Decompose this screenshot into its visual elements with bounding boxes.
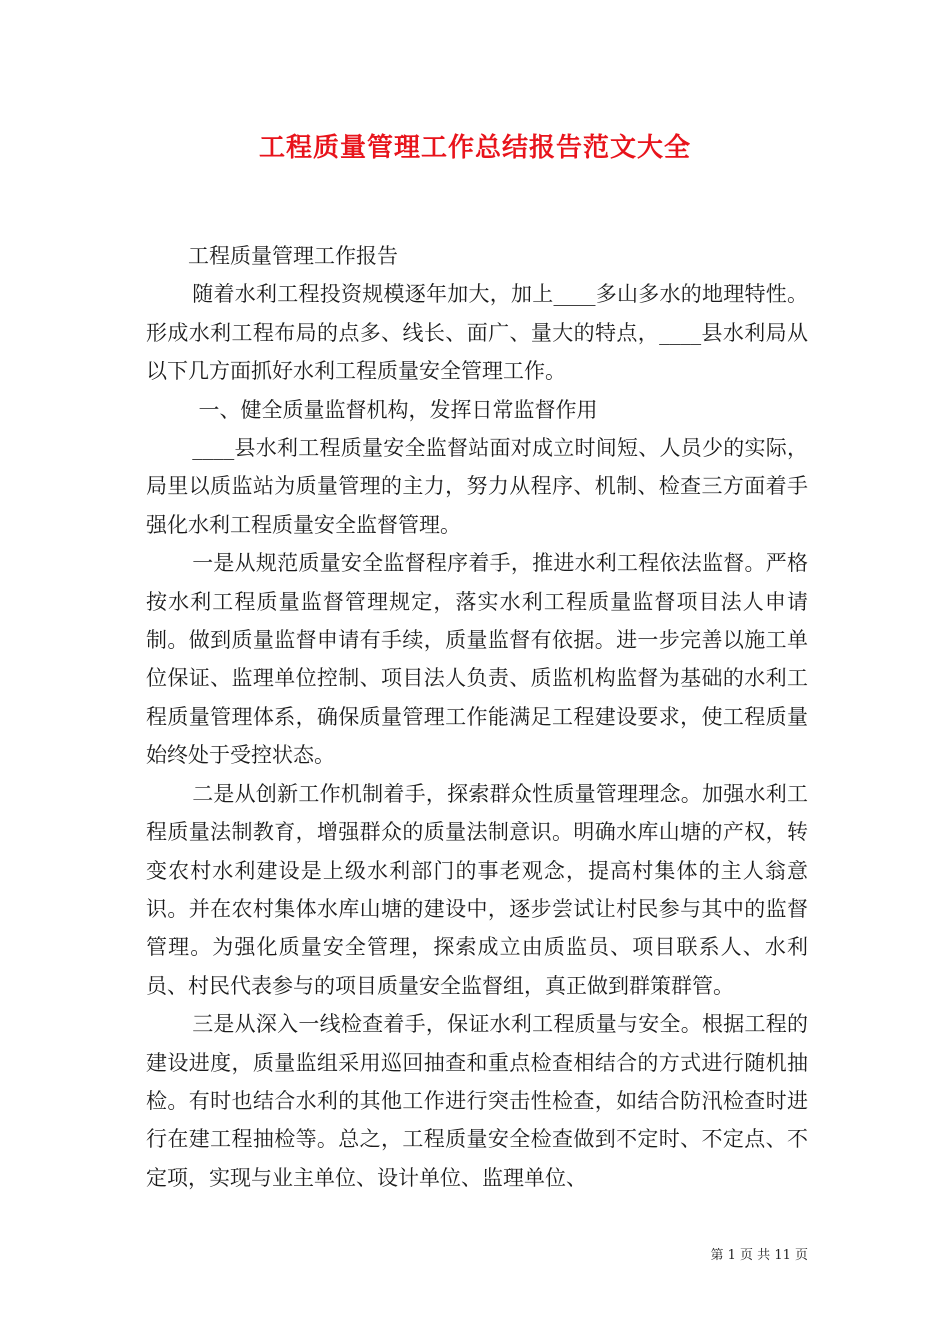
report-subtitle: 工程质量管理工作报告 — [188, 244, 398, 268]
paragraph-point-three: 三是从深入一线检查着手，保证水利工程质量与安全。根据工程的建设进度，质量监组采用巡回抽查和重点检查相结合的方式进行随机抽检。有时也结合水利的其他工作进行突击性检查，如结合防汛检查时进行在建工程抽检等。总之，工程质量安全检查做到不定时、不定点、不定项，实现与业主单位、设计单位、监理单位、 — [146, 1012, 808, 1190]
page-number: 第 1 页 共 11 页 — [710, 1248, 808, 1263]
document-title: 工程质量管理工作总结报告范文大全 — [258, 133, 691, 163]
paragraph-point-two: 二是从创新工作机制着手，探索群众性质量管理理念。加强水利工程质量法制教育，增强群众的质量法制意识。明确水库山塘的产权，转变农村水利建设是上级水利部门的事老观念，提高村集体的主人翁意识。并在农村集体水库山塘的建设中，逐步尝试让村民参与其中的监督管理。为强化质量安全管理，探索成立由质监员、项目联系人、水利员、村民代表参与的项目质量安全监督组，真正做到群策群管。 — [146, 781, 808, 998]
paragraph-intro: 随着水利工程投资规模逐年加大，加上____多山多水的地理特性。形成水利工程布局的点多、线长、面广、量大的特点，____县水利局从以下几方面抓好水利工程质量安全管理工作。 — [146, 282, 808, 384]
paragraph-point-one: 一是从规范质量安全监督程序着手，推进水利工程依法监督。严格按水利工程质量监督管理规定，落实水利工程质量监督项目法人申请制。做到质量监督申请有手续，质量监督有依据。进一步完善以施工单位保证、监理单位控制、项目法人负责、质监机构监督为基础的水利工程质量管理体系，确保质量管理工作能满足工程建设要求，使工程质量始终处于受控状态。 — [146, 551, 808, 768]
paragraph-supervision-station: ____县水利工程质量安全监督站面对成立时间短、人员少的实际，局里以质监站为质量管理的主力，努力从程序、机制、检查三方面着手强化水利工程质量安全监督管理。 — [146, 436, 808, 537]
document-body — [146, 237, 808, 1197]
section-heading-1: 一、健全质量监督机构，发挥日常监督作用 — [198, 397, 598, 422]
